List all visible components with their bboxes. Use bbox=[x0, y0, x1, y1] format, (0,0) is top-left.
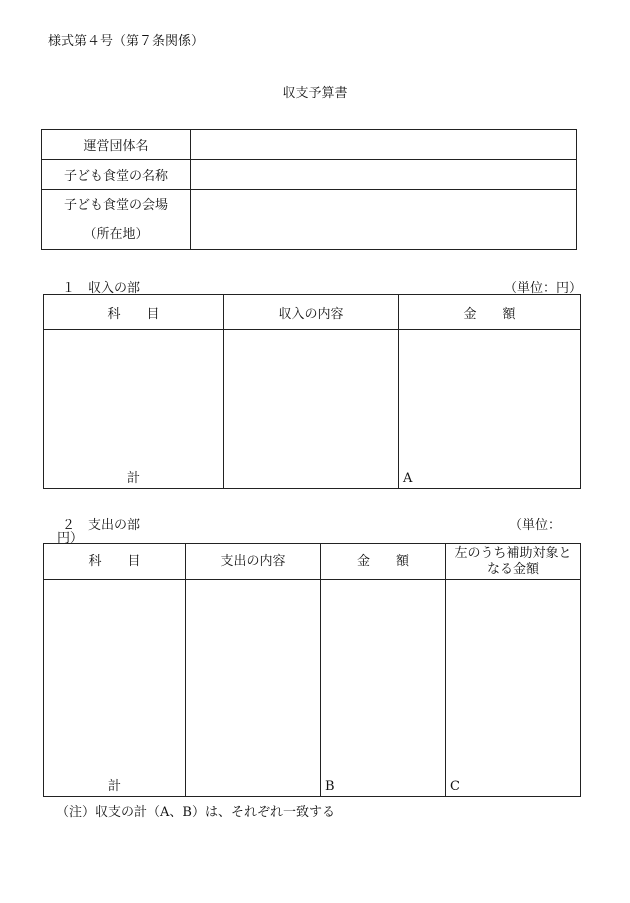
expenditure-subsidy-marker: C bbox=[450, 779, 460, 794]
table-row bbox=[42, 190, 577, 250]
expenditure-item-cell[interactable] bbox=[44, 580, 186, 797]
income-heading: １ 収入の部 bbox=[62, 281, 141, 296]
expenditure-amount-marker: B bbox=[325, 779, 335, 794]
organization-table bbox=[41, 129, 577, 250]
income-item-cell[interactable] bbox=[44, 330, 224, 489]
income-table bbox=[43, 294, 581, 489]
operator-name-label: 運営団体名 bbox=[42, 130, 191, 160]
table-row bbox=[44, 580, 581, 797]
table-row bbox=[42, 160, 577, 190]
expenditure-heading: ２ 支出の部 bbox=[62, 518, 141, 533]
column-header-content: 収入の内容 bbox=[224, 295, 399, 330]
expenditure-amount-cell[interactable] bbox=[321, 580, 446, 797]
expenditure-unit-label-line1: （単位： bbox=[509, 518, 562, 533]
footnote: （注）収支の計（A、B）は、それぞれ一致する bbox=[56, 805, 335, 820]
income-unit-label: （単位：円） bbox=[504, 281, 583, 296]
venue-label-line1: 子ども食堂の会場 bbox=[63, 197, 168, 213]
column-header-content: 支出の内容 bbox=[186, 544, 321, 580]
expenditure-content-value bbox=[186, 794, 320, 796]
operator-name-field[interactable] bbox=[191, 130, 577, 160]
expenditure-table bbox=[43, 543, 581, 797]
income-content-value bbox=[224, 486, 398, 488]
expenditure-total-label: 計 bbox=[107, 779, 121, 794]
column-header-item: 科 目 bbox=[44, 544, 186, 580]
venue-label-line2: （所在地） bbox=[83, 226, 149, 242]
document-title: 収支予算書 bbox=[282, 86, 348, 101]
table-row bbox=[44, 330, 581, 489]
income-content-cell[interactable] bbox=[224, 330, 399, 489]
expenditure-content-cell[interactable] bbox=[186, 580, 321, 797]
table-header-row bbox=[44, 544, 581, 580]
column-header-item: 科 目 bbox=[44, 295, 224, 330]
column-header-subsidy-amount: 左のうち補助対象となる金額 bbox=[446, 544, 581, 580]
table-row bbox=[42, 130, 577, 160]
cafeteria-name-field[interactable] bbox=[191, 160, 577, 190]
expenditure-unit-label-line2: 円） bbox=[57, 531, 84, 546]
cafeteria-name-label: 子ども食堂の名称 bbox=[42, 160, 191, 190]
form-number: 様式第４号（第７条関係） bbox=[48, 34, 205, 49]
income-amount-cell[interactable] bbox=[399, 330, 581, 489]
column-header-amount: 金 額 bbox=[399, 295, 581, 330]
income-amount-marker: A bbox=[403, 471, 413, 486]
income-total-label: 計 bbox=[126, 471, 140, 486]
table-header-row bbox=[44, 295, 581, 330]
venue-label bbox=[42, 190, 191, 250]
venue-field[interactable] bbox=[191, 190, 577, 250]
column-header-amount: 金 額 bbox=[321, 544, 446, 580]
expenditure-subsidy-cell[interactable] bbox=[446, 580, 581, 797]
